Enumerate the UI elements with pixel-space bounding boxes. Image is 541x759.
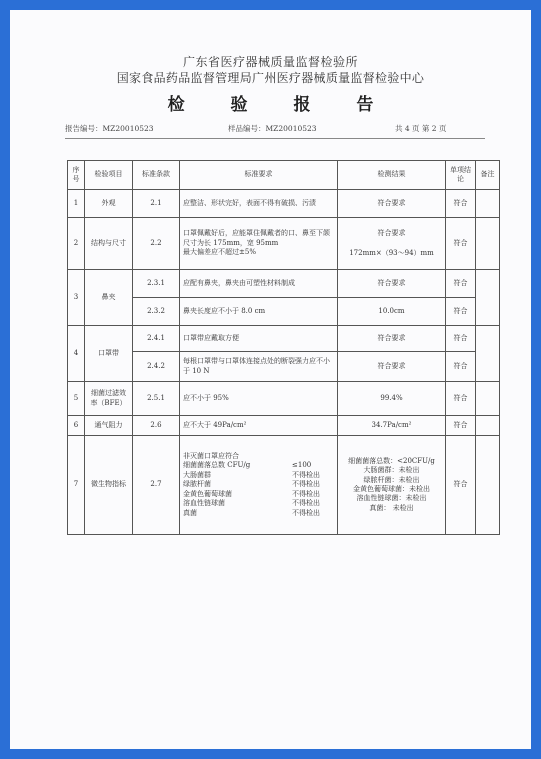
- cell-requirement: [180, 436, 338, 535]
- result-line: 真菌： 未检出: [369, 503, 414, 512]
- header-no: 序号: [68, 161, 85, 190]
- requirement-key: 大肠菌群: [183, 470, 211, 479]
- org-name-provincial: 广东省医疗器械质量监督检验所: [182, 55, 358, 69]
- cell-no: 6: [68, 416, 85, 436]
- table-row: [68, 218, 500, 270]
- cell-requirement: 应整洁、形状完好，表面不得有破损、污渍: [180, 190, 338, 218]
- cell-item: 通气阻力: [85, 416, 133, 436]
- cell-requirement: 口罩带应戴取方便: [180, 326, 338, 352]
- report-number: 报告编号：MZ20010523: [65, 124, 154, 133]
- requirement-line: 尺寸为长 175mm，宽 95mm: [183, 238, 279, 247]
- cell-no: 1: [68, 190, 85, 218]
- requirement-key: 细菌菌落总数 CFU/g: [183, 461, 251, 470]
- cell-no: 5: [68, 382, 85, 416]
- requirement-key: 绿脓杆菌: [183, 480, 211, 489]
- requirement-key: 金黄色葡萄球菌: [183, 489, 232, 498]
- sample-number: 样品编号：MZ20010523: [228, 124, 317, 133]
- result-line: 符合要求: [377, 229, 406, 238]
- cell-requirement: [180, 218, 338, 270]
- cell-result: 符合要求: [338, 326, 446, 352]
- cell-item: 鼻夹: [85, 270, 133, 326]
- cell-remark: [476, 326, 500, 382]
- table-row: [68, 436, 500, 535]
- cell-clause: 2.3.2: [133, 298, 180, 326]
- requirement-line: [183, 471, 334, 480]
- inspection-table: [67, 160, 500, 535]
- cell-clause: 2.2: [133, 218, 180, 270]
- cell-clause: 2.4.1: [133, 326, 180, 352]
- cell-result: 99.4%: [338, 382, 446, 416]
- cell-result: [338, 218, 446, 270]
- cell-item: 微生物指标: [85, 436, 133, 535]
- cell-conclusion: 符合: [446, 298, 476, 326]
- cell-remark: [476, 436, 500, 535]
- result-line: 细菌菌落总数：<20CFU/g: [348, 456, 435, 465]
- table-row: [68, 298, 500, 326]
- requirement-line: [183, 480, 334, 489]
- header-clause: 标准条款: [133, 161, 180, 190]
- cell-result: 符合要求: [338, 190, 446, 218]
- requirement-value: 不得检出: [292, 489, 320, 498]
- cell-item: 口罩带: [85, 326, 133, 382]
- report-title: 检 验 报 告: [167, 95, 394, 115]
- requirement-line: [183, 509, 334, 518]
- requirement-line: 口罩佩戴好后，应能罩住佩戴者的口、鼻至下颌: [183, 229, 330, 238]
- result-line: 绿脓杆菌：未检出: [363, 475, 420, 484]
- header-divider: [65, 138, 485, 139]
- cell-requirement: 鼻夹长度应不小于 8.0 cm: [180, 298, 338, 326]
- cell-clause: 2.6: [133, 416, 180, 436]
- cell-remark: [476, 190, 500, 218]
- cell-conclusion: 符合: [446, 190, 476, 218]
- cell-no: 2: [68, 218, 85, 270]
- cell-item: 结构与尺寸: [85, 218, 133, 270]
- cell-no: 7: [68, 436, 85, 535]
- table-row: [68, 190, 500, 218]
- header-requirement: 标准要求: [180, 161, 338, 190]
- report-page: [10, 10, 531, 749]
- cell-item: 细菌过滤效率（BFE）: [85, 382, 133, 416]
- cell-item: 外观: [85, 190, 133, 218]
- result-line: 大肠菌群：未检出: [363, 466, 420, 475]
- requirement-value: 不得检出: [292, 508, 320, 517]
- cell-conclusion: 符合: [446, 352, 476, 382]
- cell-remark: [476, 270, 500, 326]
- header-item: 检验项目: [85, 161, 133, 190]
- cell-conclusion: 符合: [446, 436, 476, 535]
- requirement-line: 最大偏差应不超过±5%: [183, 248, 256, 257]
- cell-result: 10.0cm: [338, 298, 446, 326]
- requirement-value: 不得检出: [292, 470, 320, 479]
- header-remark: 备注: [476, 161, 500, 190]
- cell-requirement: 应配有鼻夹，鼻夹由可塑性材料制成: [180, 270, 338, 298]
- header-result: 检测结果: [338, 161, 446, 190]
- requirement-line: [183, 499, 334, 508]
- result-line: 溶血性链球菌：未检出: [356, 494, 427, 503]
- table-row: [68, 270, 500, 298]
- cell-conclusion: 符合: [446, 326, 476, 352]
- table-header-row: [68, 161, 500, 190]
- cell-result: [338, 436, 446, 535]
- cell-remark: [476, 382, 500, 416]
- cell-result: 34.7Pa/cm²: [338, 416, 446, 436]
- cell-clause: 2.5.1: [133, 382, 180, 416]
- org-name-national: 国家食品药品监督管理局广州医疗器械质量监督检验中心: [116, 71, 425, 85]
- page-info: 共 4 页 第 2 页: [395, 124, 447, 133]
- requirement-line: [183, 461, 334, 470]
- table-row: [68, 352, 500, 382]
- requirement-key: 真菌: [183, 508, 197, 517]
- cell-clause: 2.1: [133, 190, 180, 218]
- cell-requirement: 每根口罩带与口罩体连接点处的断裂强力应不小于 10 N: [180, 352, 338, 382]
- cell-no: 4: [68, 326, 85, 382]
- header-conclusion: 单项结论: [446, 161, 476, 190]
- requirement-value: 不得检出: [292, 480, 320, 489]
- cell-clause: 2.4.2: [133, 352, 180, 382]
- cell-remark: [476, 416, 500, 436]
- cell-conclusion: 符合: [446, 382, 476, 416]
- cell-requirement: 应不小于 95%: [180, 382, 338, 416]
- table-row: [68, 416, 500, 436]
- cell-conclusion: 符合: [446, 270, 476, 298]
- requirement-title: 非灭菌口罩应符合: [183, 451, 239, 460]
- table-row: [68, 382, 500, 416]
- cell-result: 符合要求: [338, 270, 446, 298]
- cell-no: 3: [68, 270, 85, 326]
- requirement-value: 不得检出: [292, 499, 320, 508]
- cell-remark: [476, 218, 500, 270]
- requirement-key: 溶血性链球菌: [183, 499, 225, 508]
- result-line: 172mm×（93～94）mm: [349, 248, 434, 257]
- cell-result: 符合要求: [338, 352, 446, 382]
- requirement-line: [183, 490, 334, 499]
- cell-conclusion: 符合: [446, 416, 476, 436]
- cell-clause: 2.7: [133, 436, 180, 535]
- cell-requirement: 应不大于 49Pa/cm²: [180, 416, 338, 436]
- requirement-value: ≤100: [292, 461, 312, 470]
- result-line: 金黄色葡萄球菌：未检出: [353, 485, 430, 493]
- table-row: [68, 326, 500, 352]
- cell-clause: 2.3.1: [133, 270, 180, 298]
- cell-conclusion: 符合: [446, 218, 476, 270]
